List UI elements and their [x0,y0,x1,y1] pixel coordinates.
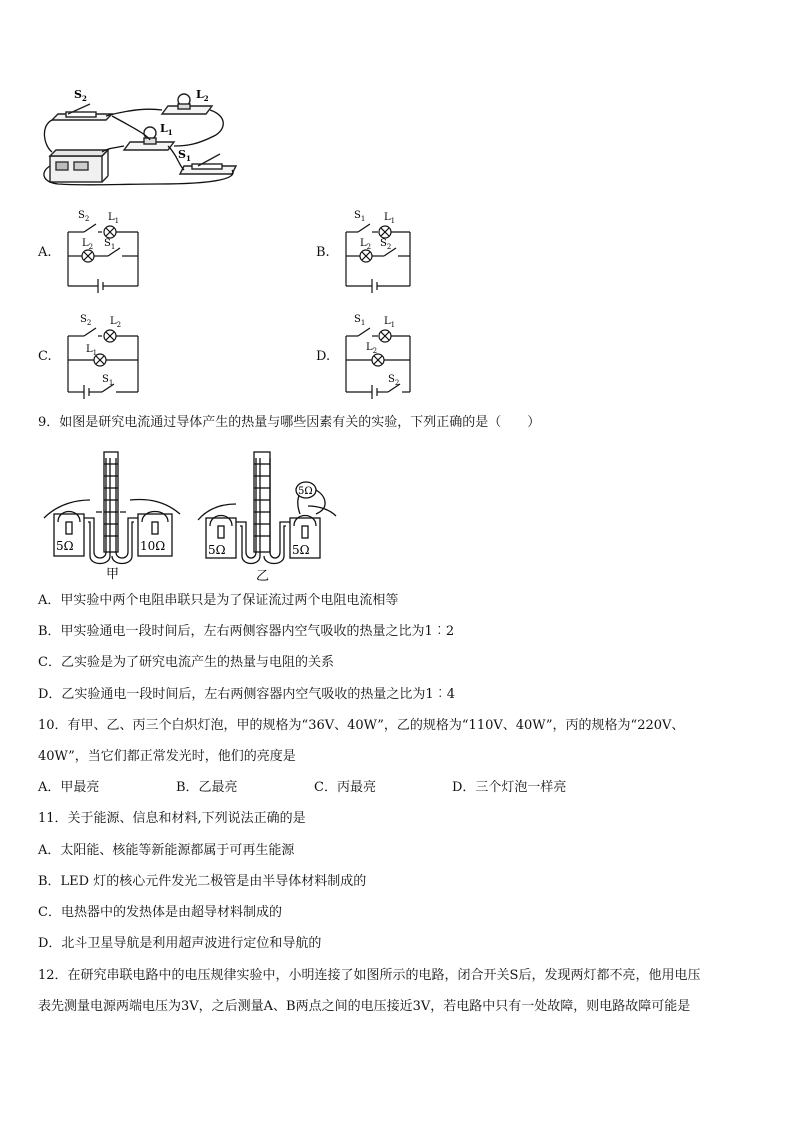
q8-option-c-circuit[interactable] [62,310,148,402]
top-fig-l2-label: $L_2$ [196,88,209,103]
q8-option-d-label[interactable]: D. [316,349,331,364]
q9-yi-left-resistor: 5Ω [208,543,226,557]
svg-text:L2: $L_2$ [366,342,378,355]
q10-stem-line2: 40W”，当它们都正常发光时，他们的亮度是 [38,749,296,764]
q9-yi-caption: 乙 [256,569,270,584]
svg-text:S1: $S_1$ [354,210,366,223]
q10-option-b[interactable]: B．乙最亮 [176,780,238,795]
q9-jia-caption: 甲 [106,567,120,582]
q8-option-c-label[interactable]: C. [38,349,52,364]
q12-stem-line2: 表先测量电源两端电压为3V，之后测量A、B两点之间的电压接近3V，若电路中只有一处故障，则电路故障可能是 [38,999,691,1014]
svg-text:L2: $L_2$ [82,238,94,251]
q10-stem-line1: 10．有甲、乙、丙三个白炽灯泡，甲的规格为“36V、40W”，乙的规格为“110V、40W”，丙的规格为“220V、 [38,718,685,733]
q9-jia-right-resistor: 10Ω [140,539,166,553]
q10-option-c[interactable]: C．丙最亮 [314,780,376,795]
physical-circuit-figure [38,86,238,186]
q8-option-a-circuit[interactable] [62,206,148,298]
top-fig-l1-label: $L_1$ [160,122,173,137]
svg-text:L1: $L_1$ [86,344,98,357]
q9-yi-outside-resistor: 5Ω [298,486,313,497]
q9-jia-left-resistor: 5Ω [56,539,74,553]
svg-text:L2: $L_2$ [110,316,122,329]
q11-stem: 11．关于能源、信息和材料,下列说法正确的是 [38,811,306,826]
svg-text:S2: $S_2$ [388,374,400,387]
q8-option-a-label[interactable]: A. [38,245,52,260]
q8-option-d-circuit[interactable] [340,310,426,402]
q10-option-a[interactable]: A．甲最亮 [38,780,100,795]
q10-option-d[interactable]: D．三个灯泡一样亮 [452,780,567,795]
svg-text:S2: $S_2$ [380,238,392,251]
q9-option-d[interactable]: D．乙实验通电一段时间后，左右两侧容器内空气吸收的热量之比为1︰4 [38,687,455,702]
svg-text:S1: $S_1$ [354,314,366,327]
q9-figure [40,448,340,584]
q8-option-b-circuit[interactable] [340,206,426,298]
q11-option-d[interactable]: D．北斗卫星导航是利用超声波进行定位和导航的 [38,936,322,951]
svg-text:L2: $L_2$ [360,238,372,251]
q9-option-c[interactable]: C．乙实验是为了研究电流产生的热量与电阻的关系 [38,655,334,670]
q9-option-a[interactable]: A．甲实验中两个电阻串联只是为了保证流过两个电阻电流相等 [38,593,399,608]
top-fig-s2-label: $S_2$ [74,88,87,103]
top-fig-s1-label: $S_1$ [178,148,191,163]
svg-text:S1: $S_1$ [104,238,116,251]
q9-yi-right-resistor: 5Ω [292,543,310,557]
q11-option-a[interactable]: A．太阳能、核能等新能源都属于可再生能源 [38,843,295,858]
q9-stem: 9．如图是研究电流通过导体产生的热量与哪些因素有关的实验，下列正确的是（ ） [38,415,541,430]
svg-text:S2: $S_2$ [78,210,90,223]
svg-text:S2: $S_2$ [80,314,92,327]
q12-stem-line1: 12．在研究串联电路中的电压规律实验中，小明连接了如图所示的电路，闭合开关S后，发现两灯都不亮，他用电压 [38,968,701,983]
q8-option-b-label[interactable]: B. [316,245,330,260]
svg-text:S1: $S_1$ [102,374,114,387]
svg-text:L1: $L_1$ [384,212,396,225]
svg-text:L1: $L_1$ [108,212,120,225]
svg-text:L1: $L_1$ [384,316,396,329]
q9-option-b[interactable]: B．甲实验通电一段时间后，左右两侧容器内空气吸收的热量之比为1︰2 [38,624,455,639]
q11-option-c[interactable]: C．电热器中的发热体是由超导材料制成的 [38,905,282,920]
q11-option-b[interactable]: B．LED 灯的核心元件发光二极管是由半导体材料制成的 [38,874,367,889]
